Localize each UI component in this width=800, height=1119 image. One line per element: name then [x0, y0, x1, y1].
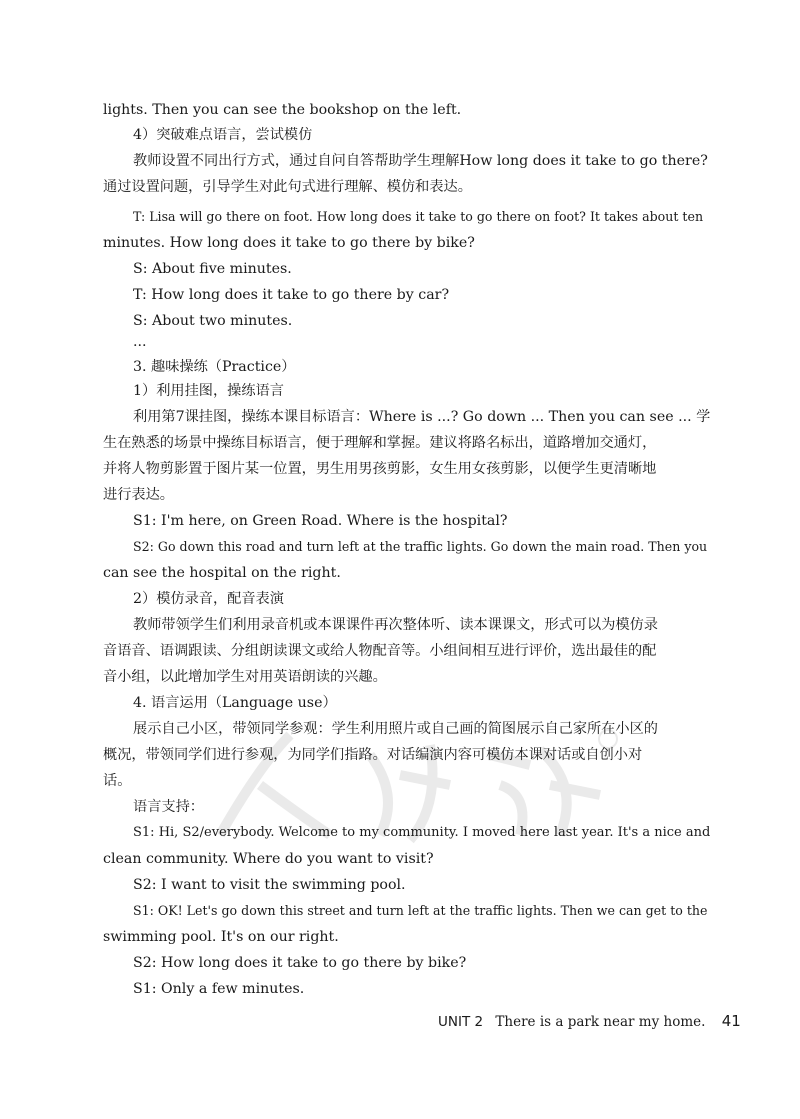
- page-footer: [438, 1010, 741, 1032]
- text-line: 进行表达。: [103, 487, 174, 503]
- text-line: 音语音、语调跟读、分组朗读课文或给人物配音等。小组间相互进行评价，选出最佳的配: [103, 643, 657, 659]
- text-line: 通过设置问题，引导学生对此句式进行理解、模仿和表达。: [103, 179, 472, 195]
- dialogue-line: S1: Only a few minutes.: [133, 981, 305, 997]
- page-number: 41: [721, 1012, 741, 1030]
- text-line: 利用第7课挂图，操练本课目标语言：Where is ...? Go down ... Then you can see ... 学: [133, 409, 711, 425]
- step-heading: 2）模仿录音，配音表演: [133, 591, 284, 607]
- dialogue-line: S1: Hi, S2/everybody. Welcome to my community. I moved here last year. It's a nice and: [133, 825, 711, 840]
- step-heading: 1）利用挂图，操练语言: [133, 383, 284, 399]
- section-heading: 4. 语言运用（Language use）: [133, 695, 337, 711]
- unit-title: There is a park near my home.: [495, 1014, 706, 1030]
- dialogue-line: S: About two minutes.: [133, 313, 293, 329]
- dialogue-line: S2: I want to visit the swimming pool.: [133, 877, 406, 893]
- text-line: 音小组，以此增加学生对用英语朗读的兴趣。: [103, 669, 387, 685]
- dialogue-line: minutes. How long does it take to go there by bike?: [103, 235, 475, 251]
- text-line: lights. Then you can see the bookshop on the left.: [103, 102, 462, 118]
- text-line: 教师带领学生们利用录音机或本课课件再次整体听、读本课课文，形式可以为模仿录: [133, 617, 658, 633]
- dialogue-line: S1: I'm here, on Green Road. Where is the hospital?: [133, 513, 508, 529]
- text-line: 教师设置不同出行方式，通过自问自答帮助学生理解How long does it take to go there?: [133, 153, 708, 169]
- text-line: 概况，带领同学们进行参观，为同学们指路。对话编演内容可模仿本课对话或自创小对: [103, 747, 643, 763]
- dialogue-line: can see the hospital on the right.: [103, 565, 341, 581]
- dialogue-line: swimming pool. It's on our right.: [103, 929, 339, 945]
- text-line: 展示自己小区，带领同学参观：学生利用照片或自己画的简图展示自己家所在小区的: [133, 721, 658, 737]
- text-line: 并将人物剪影置于图片某一位置，男生用男孩剪影，女生用女孩剪影，以便学生更清晰地: [103, 461, 657, 477]
- unit-label: UNIT 2: [438, 1014, 484, 1030]
- section-heading: 3. 趣味操练（Practice）: [133, 359, 296, 375]
- dialogue-line: T: Lisa will go there on foot. How long does it take to go there on foot? It takes about ten: [133, 209, 704, 224]
- text-line: 话。: [103, 773, 132, 789]
- ellipsis: ...: [133, 334, 147, 350]
- step-heading: 4）突破难点语言，尝试模仿: [133, 127, 313, 143]
- dialogue-line: T: How long does it take to go there by car?: [133, 287, 450, 303]
- dialogue-line: clean community. Where do you want to visit?: [103, 851, 434, 867]
- dialogue-line: S1: OK! Let's go down this street and turn left at the traffic lights. Then we can get to the: [133, 903, 708, 918]
- dialogue-line: S: About five minutes.: [133, 261, 292, 277]
- dialogue-line: S2: How long does it take to go there by bike?: [133, 955, 467, 971]
- text-line: 生在熟悉的场景中操练目标语言，便于理解和掌握。建议将路名标出，道路增加交通灯，: [103, 435, 657, 451]
- language-support-label: 语言支持：: [133, 799, 204, 815]
- dialogue-line: S2: Go down this road and turn left at the traffic lights. Go down the main road. Then you: [133, 539, 708, 554]
